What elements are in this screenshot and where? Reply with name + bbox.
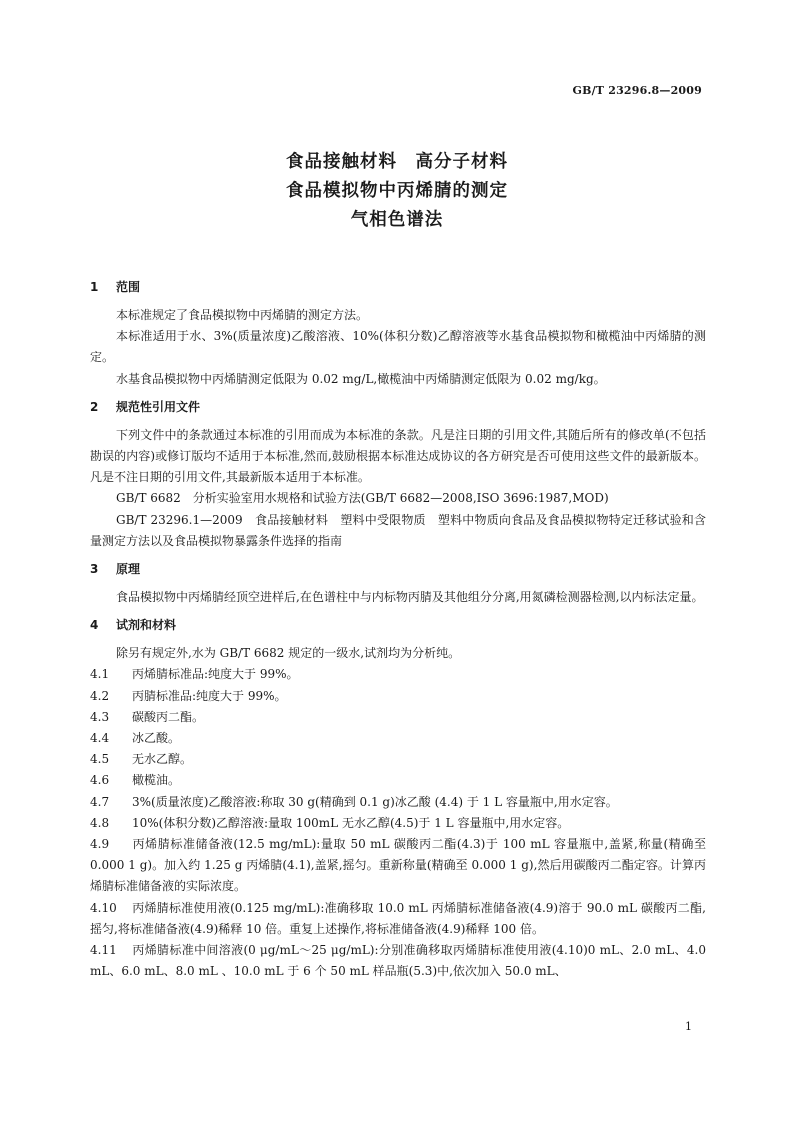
list-item (90, 898, 706, 940)
item-number: 4.4 (90, 731, 110, 746)
item-text: 丙烯腈标准品:纯度大于 99%。 (132, 667, 299, 682)
section-title: 规范性引用文件 (116, 399, 201, 414)
list-item (90, 792, 706, 813)
item-text: 橄榄油。 (132, 773, 181, 788)
list-item (90, 770, 706, 791)
paragraph: 下列文件中的条款通过本标准的引用而成为本标准的条款。凡是注日期的引用文件,其随后所有的修改单(不包括勘误的内容)或修订版均不适用于本标准,然而,鼓励根据本标准达成协议的各方研究是否可使用这些文件的最新版本。凡是不注日期的引用文件,其最新版本适用于本标准。 (90, 427, 706, 485)
section-number: 1 (90, 280, 99, 294)
item-number: 4.7 (90, 794, 110, 809)
reference-entry: GB/T 23296.1—2009 食品接触材料 塑料中受限物质 塑料中物质向食品及食品模拟物特定迁移试验和含量测定方法以及食品模拟物暴露条件选择的指南 (90, 512, 706, 548)
section-title: 试剂和材料 (116, 618, 177, 633)
section-title: 范围 (116, 280, 141, 294)
paragraph: 水基食品模拟物中丙烯腈测定低限为 0.02 mg/L,橄榄油中丙烯腈测定低限为 0.02 mg/kg。 (116, 371, 606, 386)
list-item (90, 940, 706, 982)
list-item (90, 686, 706, 707)
paragraph: 食品模拟物中丙烯腈经顶空进样后,在色谱柱中与内标物丙腈及其他组分分离,用氮磷检测器检测,以内标法定量。 (116, 590, 704, 605)
item-text: 3%(质量浓度)乙酸溶液:称取 30 g(精确到 0.1 g)冰乙酸 (4.4) 于 1 L 容量瓶中,用水定容。 (132, 794, 618, 809)
section-heading-scope (90, 277, 706, 298)
reference-entry: GB/T 6682 分析实验室用水规格和试验方法(GB/T 6682—2008,ISO 3696:1987,MOD) (116, 491, 609, 506)
section-title: 原理 (116, 562, 141, 577)
title-line-3: 气相色谱法 (350, 210, 444, 230)
section-number: 3 (90, 562, 99, 577)
item-number: 4.11 (90, 943, 117, 958)
page-number: 1 (685, 1020, 692, 1033)
item-number: 4.9 (90, 837, 110, 852)
list-item (90, 813, 706, 834)
item-text: 碳酸丙二酯。 (132, 709, 205, 724)
title-line-1: 食品接触材料 高分子材料 (286, 152, 508, 172)
item-text: 冰乙酸。 (132, 731, 181, 746)
item-text: 丙烯腈标准储备液(12.5 mg/mL):量取 50 mL 碳酸丙二酯(4.3)于 100 mL 容量瓶中,盖紧,称量(精确至 0.000 1 g)。加入约 1.25 g 丙烯腈(4.1),盖紧,摇匀。重新称量(精确至 0.000 1 g),然后用碳酸丙二酯定容。计算丙烯腈标准储备液的实际浓度。 (90, 837, 706, 894)
list-item (90, 707, 706, 728)
item-number: 4.1 (90, 667, 110, 682)
document-body (90, 277, 706, 982)
item-text: 丙烯腈标准使用液(0.125 mg/mL):准确移取 10.0 mL 丙烯腈标准储备液(4.9)溶于 90.0 mL 碳酸丙二酯,摇匀,将标准储备液(4.9)稀释 10 倍。重复上述操作,将标准储备液(4.9)稀释 100 倍。 (90, 900, 706, 936)
section-number: 2 (90, 399, 99, 414)
item-number: 4.2 (90, 688, 110, 703)
list-item (90, 728, 706, 749)
item-text: 丙腈标准品:纯度大于 99%。 (132, 688, 287, 703)
item-number: 4.6 (90, 773, 110, 788)
paragraph: 本标准规定了食品模拟物中丙烯腈的测定方法。 (116, 308, 369, 322)
paragraph: 本标准适用于水、3%(质量浓度)乙酸溶液、10%(体积分数)乙醇溶液等水基食品模拟物和橄榄油中丙烯腈的测定。 (90, 329, 706, 365)
standard-code: GB/T 23296.8—2009 (572, 84, 702, 97)
paragraph: 除另有规定外,水为 GB/T 6682 规定的一级水,试剂均为分析纯。 (116, 646, 461, 661)
item-text: 10%(体积分数)乙醇溶液:量取 100mL 无水乙醇(4.5)于 1 L 容量瓶中,用水定容。 (132, 815, 570, 830)
item-text: 无水乙醇。 (132, 752, 193, 767)
item-text: 丙烯腈标准中间溶液(0 μg/mL～25 μg/mL):分别准确移取丙烯腈标准使用液(4.10)0 mL、2.0 mL、4.0 mL、6.0 mL、8.0 mL 、10.0 mL 于 6 个 50 mL 样品瓶(5.3)中,依次加入 50.0 mL、 (90, 943, 706, 979)
item-number: 4.5 (90, 752, 110, 767)
section-heading-normative-references (90, 397, 706, 418)
list-item (90, 834, 706, 898)
item-number: 4.3 (90, 709, 110, 724)
list-item (90, 749, 706, 770)
item-number: 4.10 (90, 900, 117, 915)
list-item (90, 664, 706, 685)
document-title (0, 148, 794, 235)
item-number: 4.8 (90, 815, 110, 830)
section-heading-reagents (90, 615, 706, 636)
title-line-2: 食品模拟物中丙烯腈的测定 (286, 181, 508, 201)
section-heading-principle (90, 559, 706, 580)
section-number: 4 (90, 618, 99, 633)
